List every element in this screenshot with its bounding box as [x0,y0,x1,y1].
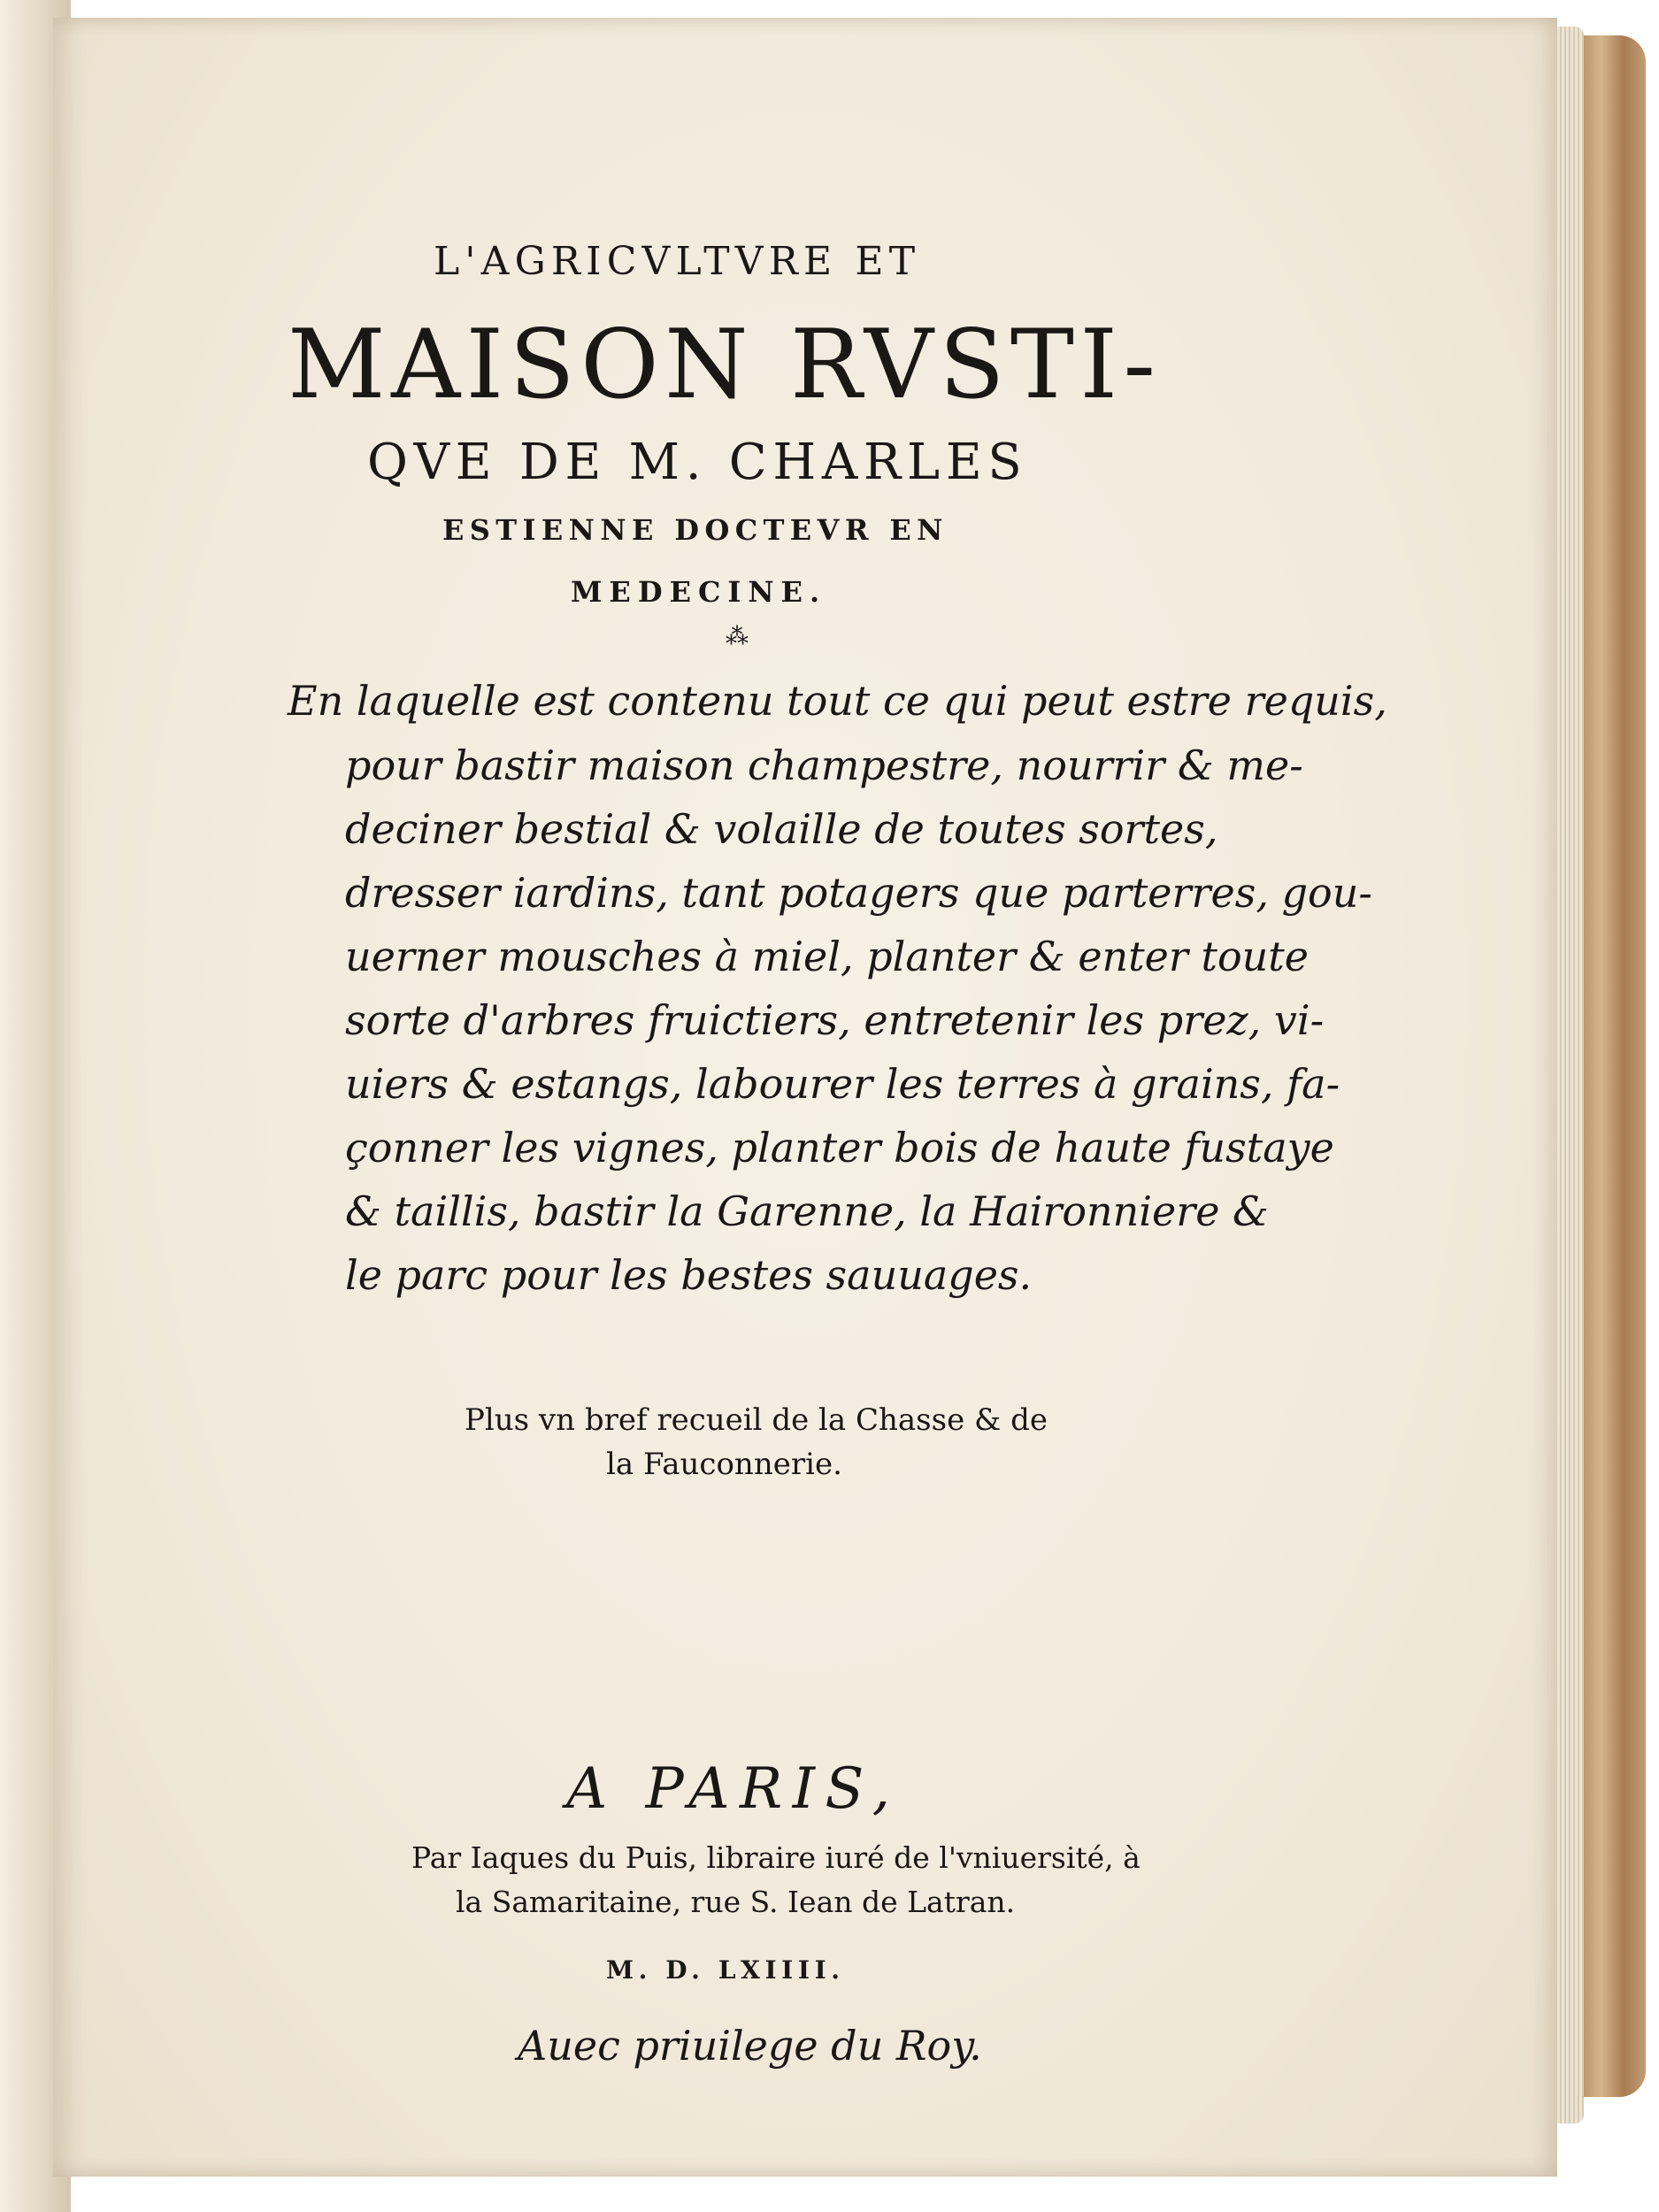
asterism-ornament: ⁂ [726,624,749,650]
description-line: & taillis, bastir la Garenne, la Haironniere & [345,1187,1269,1235]
imprint-line: la Samaritaine, rue S. Iean de Latran. [456,1885,1016,1919]
description-line: sorte d'arbres fruictiers, entretenir les prez, vi- [345,996,1325,1044]
title-line-5: MEDECINE. [571,575,827,609]
privilege-line: Auec priuilege du Roy. [518,2022,982,2070]
plus-line: Plus vn bref recueil de la Chasse & de [465,1402,1048,1438]
title-page [53,18,1557,2177]
title-page-text [53,18,1557,2177]
description-line: uiers & estangs, labourer les terres à grains, fa- [345,1060,1340,1108]
imprint-line: Par Iaques du Puis, libraire iuré de l'vniuersité, à [411,1840,1141,1875]
imprint-date: M. D. LXIIII. [606,1955,845,1985]
description-line: uerner mousches à miel, planter & enter toute [345,933,1310,980]
title-line-2: MAISON RVSTI- [288,310,1162,420]
title-line-4: ESTIENNE DOCTEVR EN [442,513,949,547]
title-line-3: QVE DE M. CHARLES [367,434,1028,491]
description-line: pour bastir maison champestre, nourrir & me- [345,741,1303,789]
plus-line: la Fauconnerie. [606,1447,842,1482]
description-line: dresser iardins, tant potagers que parterres, gou- [345,869,1372,917]
description-line: deciner bestial & volaille de toutes sortes, [345,805,1218,853]
title-line-1: L'AGRICVLTVRE ET [434,239,921,284]
imprint-place: A PARIS, [566,1756,901,1822]
description-line: çonner les vignes, planter bois de haute fustaye [345,1124,1334,1171]
description-line: le parc pour les bestes sauuages. [345,1251,1033,1299]
description-line: En laquelle est contenu tout ce qui peut estre requis, [288,677,1387,725]
